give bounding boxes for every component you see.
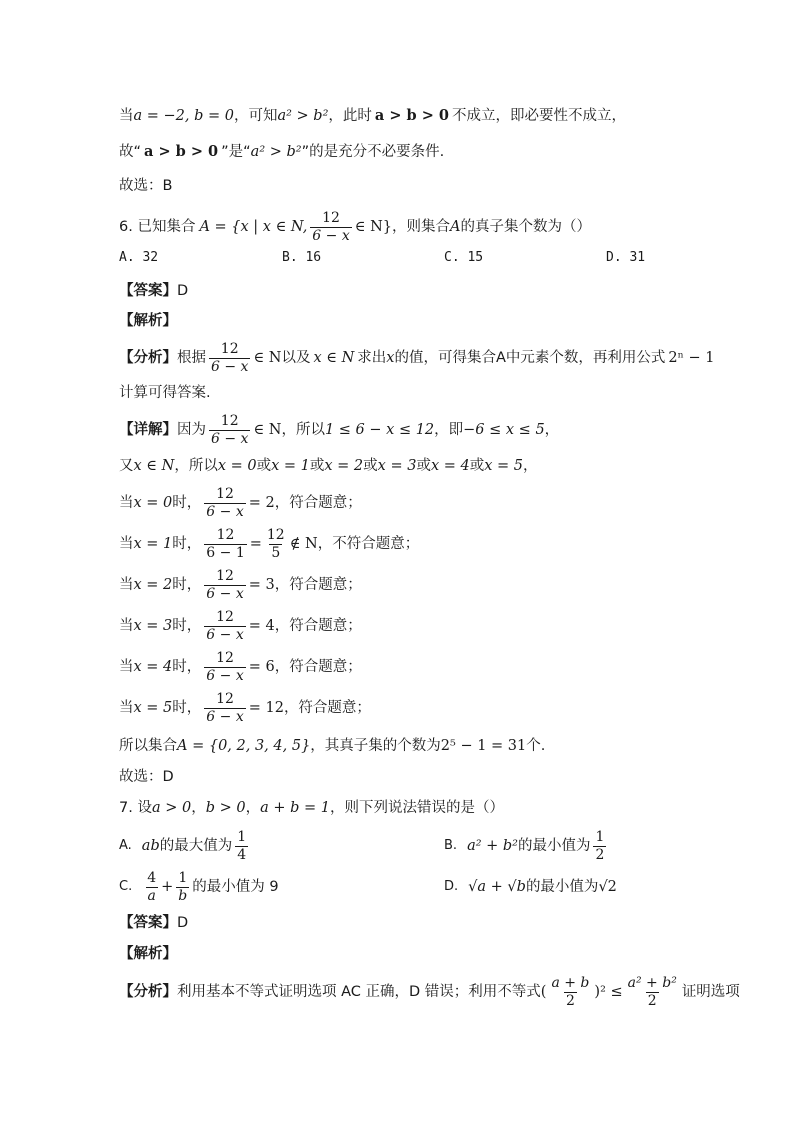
text: 的最小值为: [525, 879, 599, 895]
text: 计算可得答案.: [119, 385, 211, 401]
answer-line: [119, 281, 694, 301]
denominator: 2: [595, 846, 605, 863]
math: −6 ≤ x ≤ 5: [463, 422, 545, 438]
text: 或: [256, 458, 272, 474]
numerator: 12: [216, 690, 234, 707]
math: x ∈ N: [133, 458, 175, 474]
option-label: D.: [444, 879, 459, 894]
text: 的最大值为: [159, 838, 233, 854]
fraction: [145, 870, 158, 905]
math: a = −2, b = 0: [133, 108, 234, 124]
math: x = 2: [133, 577, 173, 593]
text: 当: [119, 536, 134, 552]
text: 当: [119, 577, 134, 593]
text-line: [119, 383, 694, 403]
denominator: 6 − x: [206, 708, 244, 725]
numerator: 12: [322, 209, 340, 226]
math: a² + b²: [467, 838, 518, 854]
case-line: [119, 565, 694, 605]
option-c: C. 15: [444, 250, 484, 265]
text: 时，: [172, 495, 202, 511]
math: √a + √b: [468, 879, 526, 895]
numerator: 4: [147, 869, 157, 886]
math: x = 4: [133, 659, 173, 675]
text: 时，: [172, 577, 202, 593]
text: 或: [469, 458, 485, 474]
text: ，符合题意；: [274, 577, 362, 593]
denominator: 6 − x: [211, 358, 249, 375]
conclusion-line: [119, 736, 694, 756]
text: 故选：D: [119, 769, 174, 785]
math: a > 0: [151, 800, 192, 816]
math: ∈ N}: [354, 219, 392, 235]
case-line: [119, 483, 694, 523]
text-line: [119, 176, 694, 196]
numerator: 12: [216, 567, 234, 584]
question-6-options: [119, 250, 694, 274]
fraction: [626, 975, 679, 1010]
math: A: [450, 219, 461, 235]
numerator: 12: [266, 526, 285, 543]
fraction: [204, 527, 246, 562]
text: 根据: [177, 350, 206, 366]
answer-tag: 【答案】: [119, 283, 177, 299]
text: ，所以: [174, 458, 218, 474]
math: x ∈ N: [313, 350, 355, 366]
math: √2: [598, 879, 617, 895]
denominator: 5: [271, 544, 281, 561]
fraction: [204, 486, 245, 521]
text: ，可知: [233, 108, 278, 124]
text-line: [119, 456, 694, 476]
math: x = 2: [324, 458, 364, 474]
text: 当: [119, 108, 134, 124]
math: ∈ N: [253, 350, 282, 366]
math: 2⁵ − 1 = 31: [440, 738, 527, 754]
math: A = {x | x ∈ N,: [199, 219, 308, 235]
text: ，符合题意；: [274, 495, 362, 511]
text: 故“: [119, 144, 142, 160]
text: ，其真子集的个数为: [310, 738, 441, 754]
case-line: [119, 688, 694, 728]
text: 或: [309, 458, 325, 474]
text: 当: [119, 700, 134, 716]
denominator: b: [178, 887, 188, 904]
text-line: [119, 106, 694, 126]
answer-value: D: [177, 915, 189, 931]
numerator: 1: [237, 828, 247, 845]
math: x = 1: [271, 458, 310, 474]
denominator: 6 − x: [206, 667, 244, 684]
denominator: 6 − x: [206, 503, 244, 520]
option-label: C.: [119, 879, 133, 894]
text: 当: [119, 659, 134, 675]
math: x = 0: [133, 495, 173, 511]
question-6-stem: [119, 207, 694, 247]
fraction: [265, 527, 287, 562]
text: 时，: [172, 659, 202, 675]
math: +: [161, 879, 174, 895]
text: ，不符合题意；: [317, 536, 420, 552]
text: 的值，可得集合A中元素个数，再利用公式: [394, 350, 666, 366]
text: 利用基本不等式证明选项 AC 正确，D 错误；利用不等式: [177, 984, 541, 1000]
fraction: [235, 829, 248, 864]
math: x: [386, 350, 395, 366]
fraction: [204, 691, 245, 726]
fraction: [204, 650, 245, 685]
analysis-tag: 【解析】: [119, 946, 177, 962]
denominator: 6 − x: [312, 227, 350, 244]
analysis-tag: 【解析】: [119, 313, 177, 329]
option-d: D. 31: [606, 250, 646, 265]
fraction: [209, 413, 250, 448]
text-line: [119, 142, 694, 162]
answer-value: D: [177, 283, 189, 299]
math: = 3: [248, 577, 275, 593]
case-line: [119, 524, 694, 564]
denominator: 6 − x: [206, 585, 244, 602]
numerator: 12: [220, 412, 239, 429]
text: 的真子集个数为（）: [460, 219, 591, 235]
text: ，此时: [328, 108, 372, 124]
math: = 12: [248, 700, 284, 716]
text: 的最小值为: [517, 838, 591, 854]
numerator: 12: [216, 649, 234, 666]
text: ，所以: [281, 422, 325, 438]
text: ，即: [434, 422, 464, 438]
text: 因为: [177, 422, 206, 438]
text: 证明选项: [681, 984, 740, 1000]
fraction: [593, 829, 606, 864]
text: 以及: [281, 350, 311, 366]
math: ∉ N: [289, 536, 318, 552]
text: 当: [119, 495, 134, 511]
denominator: 2: [647, 992, 657, 1009]
option-label: B.: [444, 838, 458, 853]
fraction: [549, 975, 591, 1010]
math: x = 1: [133, 536, 173, 552]
text: ，符合题意；: [274, 618, 362, 634]
text: 求出: [357, 350, 387, 366]
text: 7. 设: [119, 800, 152, 816]
option-a: A. 32: [119, 250, 159, 265]
text: 个.: [526, 738, 546, 754]
math: x = 4: [430, 458, 470, 474]
case-line: [119, 606, 694, 646]
fraction: [204, 609, 245, 644]
numerator: 12: [216, 485, 234, 502]
question-7-option-b: [444, 826, 734, 866]
text: 或: [363, 458, 378, 474]
math: )² ≤: [594, 984, 623, 1000]
math: b > 0: [205, 800, 246, 816]
denominator: 6 − 1: [206, 544, 245, 561]
case-line: [119, 647, 694, 687]
text: 故选：B: [119, 178, 173, 194]
text: 或: [416, 458, 431, 474]
math: ∈ N: [253, 422, 282, 438]
math: A = {0, 2, 3, 4, 5}: [177, 738, 311, 754]
text: ，符合题意；: [283, 700, 371, 716]
numerator: a + b: [551, 974, 590, 991]
denominator: 4: [237, 846, 247, 863]
denominator: 2: [565, 992, 575, 1009]
math: a > b > 0: [144, 143, 219, 160]
text: 不成立，即必要性不成立，: [452, 108, 627, 124]
text: 当: [119, 618, 134, 634]
fraction: [310, 210, 351, 245]
text: ，符合题意；: [274, 659, 362, 675]
fraction: [204, 568, 245, 603]
fenxi-tag: 【分析】: [119, 984, 177, 1000]
math: a² > b²: [250, 144, 302, 160]
math: ab: [141, 838, 160, 854]
analysis-summary: [119, 338, 715, 378]
numerator: 1: [595, 828, 605, 845]
math: x = 5: [133, 700, 173, 716]
text: 的最小值为 9: [192, 879, 279, 895]
numerator: 12: [220, 340, 239, 357]
question-7-option-d: [444, 867, 734, 907]
math: x = 0: [217, 458, 257, 474]
text: 又: [119, 458, 134, 474]
math: a² > b²: [277, 108, 329, 124]
question-7-stem: [119, 798, 694, 818]
math: x = 5: [484, 458, 524, 474]
detail-tag: 【详解】: [119, 422, 177, 438]
text: 时，: [172, 700, 202, 716]
text: ”是“: [221, 144, 251, 160]
text: ，: [544, 422, 560, 438]
text: 时，: [172, 536, 202, 552]
answer-tag: 【答案】: [119, 915, 177, 931]
math: a > b > 0: [374, 107, 450, 124]
math: =: [249, 536, 262, 552]
fraction: [176, 870, 189, 905]
text: ，: [191, 800, 206, 816]
numerator: 1: [178, 869, 188, 886]
denominator: 6 − x: [211, 430, 249, 447]
denominator: 6 − x: [206, 626, 244, 643]
analysis-line: [119, 944, 694, 964]
text: 所以集合: [119, 738, 177, 754]
option-label: A.: [119, 838, 132, 853]
text: 时，: [172, 618, 202, 634]
answer-line: [119, 913, 694, 933]
denominator: a: [147, 887, 156, 904]
math: 1 ≤ 6 − x ≤ 12: [324, 422, 435, 438]
analysis-line: [119, 311, 694, 331]
text: 6. 已知集合: [119, 219, 196, 235]
text: ，则集合: [392, 219, 450, 235]
math: 2ⁿ − 1: [668, 350, 715, 366]
numerator: 12: [216, 608, 234, 625]
detail-line: [119, 410, 694, 450]
math: x = 3: [377, 458, 417, 474]
fenxi-tag: 【分析】: [119, 350, 177, 366]
math: = 6: [248, 659, 275, 675]
numerator: 12: [216, 526, 235, 543]
math: x = 3: [133, 618, 173, 634]
text: ，: [245, 800, 261, 816]
text: ”的是充分不必要条件.: [301, 144, 445, 160]
fraction: [209, 341, 250, 376]
text: ，则下列说法错误的是（）: [329, 800, 504, 816]
text: ，: [523, 458, 538, 474]
analysis-summary: 【分析】 利用基本不等式证明选项 AC 正确，D 错误；利用不等式 ( $\frac{a + b}{2}$ )² ≤ $\frac{\text{a² + b²}}{2}$ 证明选项: [119, 974, 740, 1009]
math: a + b = 1: [260, 800, 330, 816]
numerator: a² + b²: [627, 974, 677, 991]
math: = 2: [248, 495, 275, 511]
math: = 4: [248, 618, 275, 634]
text-line: [119, 767, 694, 787]
option-b: B. 16: [282, 250, 322, 265]
